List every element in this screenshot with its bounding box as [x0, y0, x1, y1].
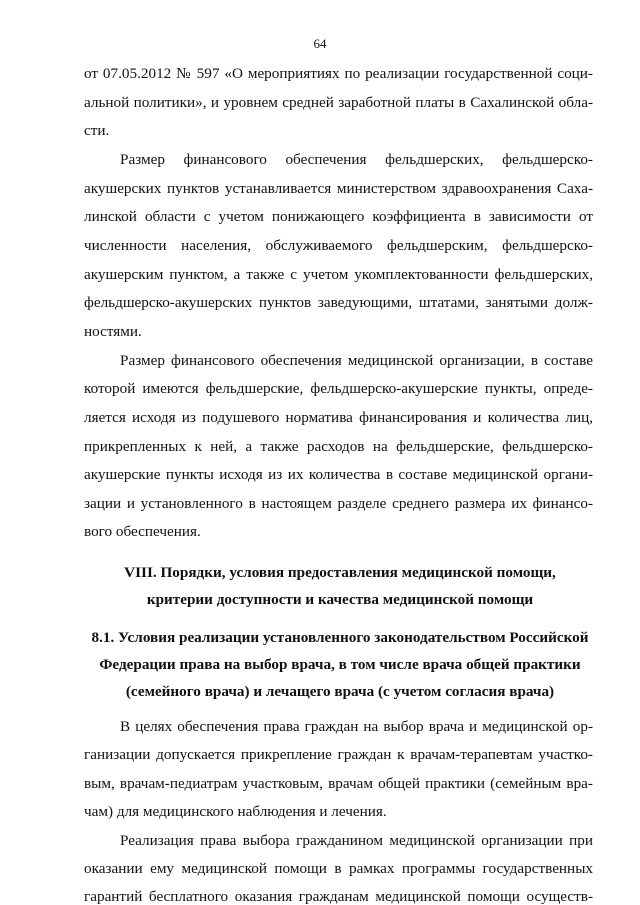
- text-line: Реализация права выбора гражданином медицинской организации при: [120, 832, 593, 849]
- section-heading: критерии доступности и качества медицинской помощи: [146, 591, 534, 608]
- text-line: акушерских пунктов устанавливается министерством здравоохранения Саха-: [84, 180, 593, 197]
- subsection-heading: 8.1. Условия реализации установленного законодательством Российской: [91, 629, 589, 646]
- text-line: Размер финансового обеспечения фельдшерских, фельдшерско-: [120, 151, 593, 168]
- text-line: линской области с учетом понижающего коэффициента в зависимости от: [84, 208, 593, 225]
- text-line: прикрепленных к ней, а также расходов на фельдшерские, фельдшерско-: [84, 438, 593, 455]
- text-line: акушерские пункты исходя из их количества в составе медицинской органи-: [84, 466, 593, 483]
- text-line: вым, врачам-педиатрам участковым, врачам общей практики (семейным вра-: [84, 775, 593, 792]
- text-line: ганизации допускается прикрепление граждан к врачам-терапевтам участко-: [84, 746, 593, 763]
- text-line: численности населения, обслуживаемого фельдшерским, фельдшерско-: [84, 237, 593, 254]
- section-heading: VIII. Порядки, условия предоставления медицинской помощи,: [124, 564, 556, 581]
- text-line: В целях обеспечения права граждан на выбор врача и медицинской ор-: [120, 718, 593, 735]
- text-line: вого обеспечения.: [84, 523, 201, 540]
- text-line: ностями.: [84, 323, 142, 340]
- text-line: чам) для медицинского наблюдения и лечения.: [84, 803, 387, 820]
- text-line: оказании ему медицинской помощи в рамках программы государственных: [84, 860, 593, 877]
- text-line: зации и установленного в настоящем разделе среднего размера их финансо-: [84, 495, 593, 512]
- text-line: акушерским пунктом, а также с учетом укомплектованности фельдшерских,: [84, 266, 593, 283]
- text-line: гарантий бесплатного оказания гражданам медицинской помощи осуществ-: [84, 888, 593, 905]
- subsection-heading: (семейного врача) и лечащего врача (с учетом согласия врача): [125, 683, 555, 700]
- text-line: Размер финансового обеспечения медицинской организации, в составе: [120, 352, 593, 369]
- text-line: ляется исходя из подушевого норматива финансирования и количества лиц,: [84, 409, 593, 426]
- text-line: от 07.05.2012 № 597 «О мероприятиях по реализации государственной соци-: [84, 65, 593, 82]
- page-number: 64: [313, 36, 327, 51]
- text-line: альной политики», и уровнем средней заработной платы в Сахалинской обла-: [84, 94, 593, 111]
- text-line: фельдшерско-акушерских пунктов заведующими, штатами, занятыми долж-: [84, 294, 593, 311]
- text-line: сти.: [84, 122, 110, 139]
- text-line: которой имеются фельдшерские, фельдшерско-акушерские пункты, опреде-: [84, 380, 593, 397]
- subsection-heading: Федерации права на выбор врача, в том числе врача общей практики: [99, 656, 581, 673]
